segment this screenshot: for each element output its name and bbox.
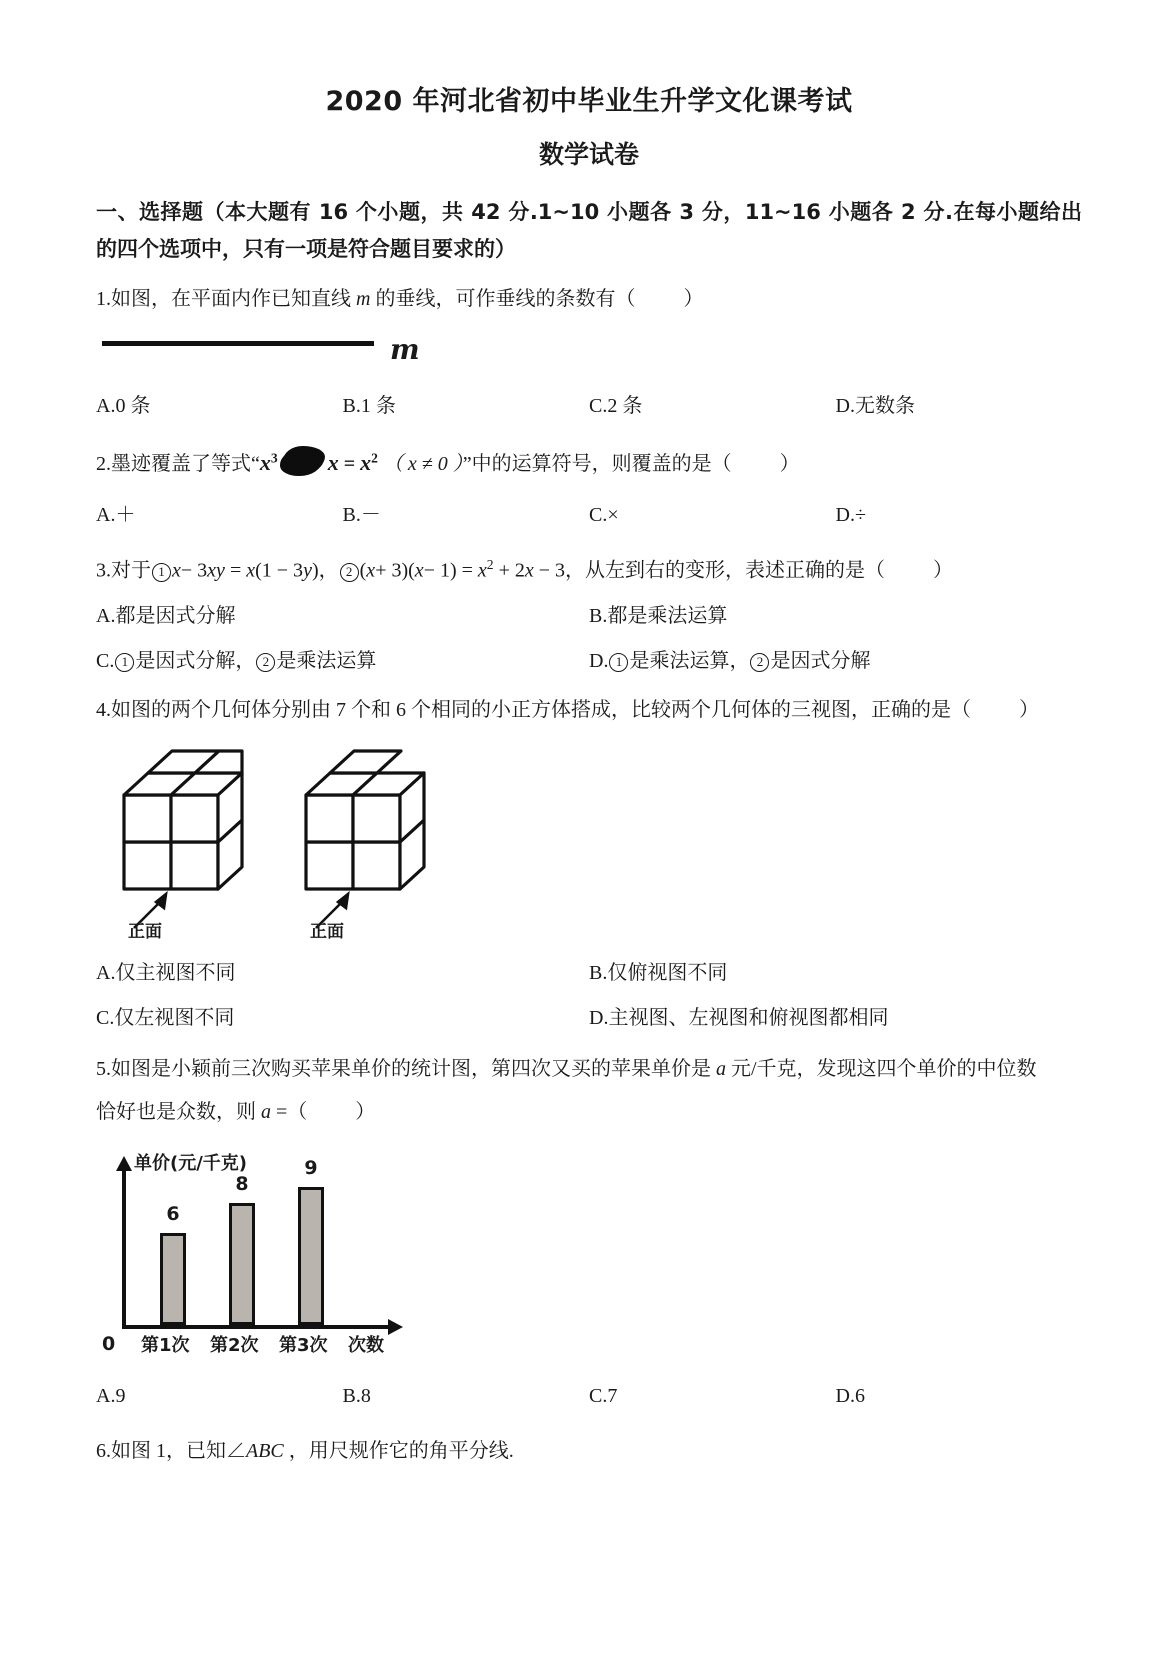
question-3-answer-blank [885, 560, 933, 582]
x-tick-label-2: 第2次 [210, 1334, 259, 1356]
horizontal-line-shape [102, 341, 374, 346]
question-1-number: 1. [96, 287, 111, 310]
question-5-stem-line-2 [96, 1095, 1082, 1130]
question-3-option-a: A.都是因式分解 [96, 605, 236, 628]
question-1-option-d: D.无数条 [835, 394, 915, 417]
question-2-exponent-3: 3 [270, 450, 278, 466]
question-6-angle-label: ABC [246, 1440, 284, 1463]
bar-value-label-3: 9 [304, 1156, 318, 1179]
question-3-stem-post: ，从左到右的变形，表述正确的是（ [565, 560, 886, 583]
question-5-variable-a: a [716, 1058, 726, 1081]
q3-expr2-minus3: − 3 [538, 560, 566, 583]
question-3-option-d [589, 644, 1082, 679]
page-title: 2020 年河北省初中毕业生升学文化课考试 [325, 86, 853, 117]
question-1-stem-pre: 如图，在平面内作已知直线 [111, 287, 351, 310]
ink-blot-icon [282, 448, 324, 474]
y-axis-title: 单价(元/千克) [134, 1153, 248, 1175]
line-label-m: m [390, 332, 420, 366]
question-2-option-b: B.－ [342, 504, 381, 527]
bar-value-label-2: 8 [235, 1172, 249, 1195]
q3-expr2-x1: x [366, 560, 376, 583]
question-5-stem-end: ） [355, 1101, 376, 1124]
question-1-answer-blank [635, 288, 683, 310]
question-4-option-d: D.主视图、左视图和俯视图都相同 [589, 1007, 889, 1030]
chart-origin-label: 0 [102, 1332, 116, 1355]
question-1-variable: m [356, 287, 371, 310]
page-content [96, 86, 1082, 1477]
q3-expr2-plus3: + 3)( [375, 560, 415, 583]
question-3-stem-pre: 对于 [111, 560, 151, 583]
q3-expr1-minus3: − 3 [180, 560, 208, 583]
circled-number-1-icon: 1 [609, 653, 628, 672]
question-3-option-c-prefix: C. [96, 650, 115, 673]
question-6-stem [96, 1434, 1082, 1469]
question-3-option-d-prefix: D. [589, 650, 609, 673]
question-2-equals-sign: = [343, 452, 356, 475]
question-3-option-c-post: 是乘法运算 [276, 650, 377, 673]
q3-expr1-y: y [303, 560, 312, 583]
section-instruction: 一、选择题（本大题有 16 个小题，共 42 分.1~10 小题各 3 分，11~16 小题各 2 分.在每小题给出的四个选项中，只有一项是符合题目要求的） [96, 200, 1082, 262]
q3-expr1-x2: x [246, 560, 256, 583]
q3-expr1-xy: xy [207, 560, 225, 583]
question-2-term-x3: x [360, 449, 372, 475]
question-5-option-c: C.7 [589, 1385, 618, 1408]
question-6-number: 6. [96, 1440, 111, 1463]
circled-number-2-icon: 2 [340, 563, 359, 582]
q3-expr1-eq: = [229, 560, 242, 583]
question-3-options-row-1 [96, 599, 1082, 634]
question-2-exponent-2: 2 [371, 450, 378, 466]
question-3-option-d-mid: 是乘法运算， [629, 650, 750, 673]
question-4-option-b: B.仅俯视图不同 [589, 962, 728, 985]
question-5-options [96, 1379, 1082, 1414]
question-3 [96, 553, 1082, 679]
question-3-stem [96, 553, 1082, 589]
question-4-stem [96, 693, 1082, 728]
question-2-term-x1: x [259, 449, 271, 475]
question-3-option-c-mid: 是因式分解， [135, 650, 256, 673]
question-3-option-b: B.都是乘法运算 [589, 605, 728, 628]
question-2 [96, 444, 1082, 534]
question-3-option-d-post: 是因式分解 [770, 650, 871, 673]
question-2-stem-a: 墨迹覆盖了等式“ [111, 452, 260, 475]
question-2-option-a: A.＋ [96, 504, 136, 527]
q3-expr2-x2: x [414, 560, 424, 583]
question-4-stem-end: ） [1019, 699, 1039, 722]
question-2-stem [96, 444, 1082, 483]
q3-expr1-close: )， [311, 560, 339, 583]
question-3-option-c [96, 644, 589, 679]
question-1-option-b: B.1 条 [342, 394, 396, 417]
question-1-figure-line-m [102, 327, 1082, 373]
question-5-option-d: D.6 [835, 1385, 865, 1408]
cube-solid-left [110, 742, 280, 954]
question-5-stem-c: 恰好也是众数，则 [96, 1101, 256, 1124]
q3-expr2-open: ( [359, 560, 367, 583]
cube-solid-right-svg [292, 742, 462, 942]
bar-value-label-1: 6 [166, 1202, 180, 1225]
x-axis-arrow-icon [388, 1319, 403, 1335]
circled-number-1-icon: 1 [152, 563, 171, 582]
question-1-stem [96, 282, 1082, 317]
question-5 [96, 1052, 1082, 1414]
question-1-option-c: C.2 条 [589, 394, 643, 417]
question-2-stem-end: ） [779, 452, 800, 475]
question-4-option-a: A.仅主视图不同 [96, 962, 236, 985]
question-5-stem-b: 元/千克，发现这四个单价的中位数 [731, 1058, 1037, 1081]
question-5-option-b: B.8 [342, 1385, 371, 1408]
y-axis-line [122, 1167, 126, 1329]
question-5-bar-chart [100, 1146, 520, 1361]
question-2-condition: （ x ≠ 0 ） [382, 452, 463, 475]
question-3-options-row-2 [96, 644, 1082, 679]
question-3-stem-end: ） [933, 560, 954, 583]
q3-expr1-x: x [172, 560, 181, 583]
bar-series-3 [298, 1187, 324, 1325]
q3-expr2-x3: x [524, 560, 534, 583]
q3-expr2-plus2: + 2 [498, 560, 525, 583]
circled-number-2-icon: 2 [750, 653, 769, 672]
question-2-answer-blank [732, 453, 780, 475]
question-5-stem-d: =（ [276, 1101, 308, 1124]
circled-number-2-icon: 2 [256, 653, 275, 672]
q3-expr1-paren: (1 − 3 [255, 560, 304, 583]
question-1 [96, 282, 1082, 424]
question-2-option-d: D.÷ [835, 504, 866, 527]
page-subtitle: 数学试卷 [538, 140, 639, 170]
front-label-right: 正面 [310, 922, 344, 943]
cube-solid-right [292, 742, 462, 954]
question-5-answer-blank [307, 1101, 355, 1123]
question-2-term-x2: x [327, 449, 339, 475]
question-4-options-row-1 [96, 956, 1082, 991]
q3-expr2-xsq: x [477, 560, 487, 583]
x-tick-label-3: 第3次 [279, 1334, 328, 1356]
q3-expr2-exponent: 2 [486, 557, 494, 573]
question-2-options [96, 498, 1082, 533]
circled-number-1-icon: 1 [115, 653, 134, 672]
question-1-stem-post: 的垂线，可作垂线的条数有（ [375, 287, 636, 310]
cube-solid-left-svg [110, 742, 280, 942]
question-4-answer-blank [971, 699, 1019, 721]
x-tick-label-1: 第1次 [141, 1334, 190, 1356]
question-5-number: 5. [96, 1058, 111, 1081]
question-2-option-c: C.× [589, 504, 619, 527]
question-5-option-a: A.9 [96, 1385, 126, 1408]
question-5-variable-a2: a [261, 1101, 271, 1124]
question-6-stem-a: 如图 1，已知∠ [111, 1440, 246, 1463]
question-6 [96, 1434, 1082, 1469]
question-1-option-a: A.0 条 [96, 394, 151, 417]
question-2-number: 2. [96, 452, 111, 475]
question-4-number: 4. [96, 699, 111, 722]
question-5-stem-line-1 [96, 1052, 1082, 1087]
front-label-left: 正面 [128, 922, 162, 943]
x-axis-line [122, 1325, 390, 1329]
bar-series-1 [160, 1233, 186, 1325]
question-4-options-row-2 [96, 1001, 1082, 1036]
q3-expr2-minus1-eq: − 1) = [423, 560, 473, 583]
question-1-stem-end: ） [683, 287, 704, 310]
bar-series-2 [229, 1203, 255, 1325]
question-2-stem-e: ”中的运算符号，则覆盖的是（ [462, 452, 732, 475]
x-axis-title: 次数 [348, 1334, 384, 1356]
question-4-stem-text: 如图的两个几何体分别由 7 个和 6 个相同的小正方体搭成，比较两个几何体的三视图，正确的是（ [111, 699, 971, 722]
question-4 [96, 693, 1082, 1036]
question-4-figure-solids [96, 742, 1082, 942]
question-4-option-c: C.仅左视图不同 [96, 1007, 235, 1030]
question-3-number: 3. [96, 560, 111, 583]
question-1-options [96, 389, 1082, 424]
question-6-stem-b: ，用尺规作它的角平分线. [288, 1440, 514, 1463]
question-5-stem-a: 如图是小颖前三次购买苹果单价的统计图，第四次又买的苹果单价是 [111, 1058, 711, 1081]
